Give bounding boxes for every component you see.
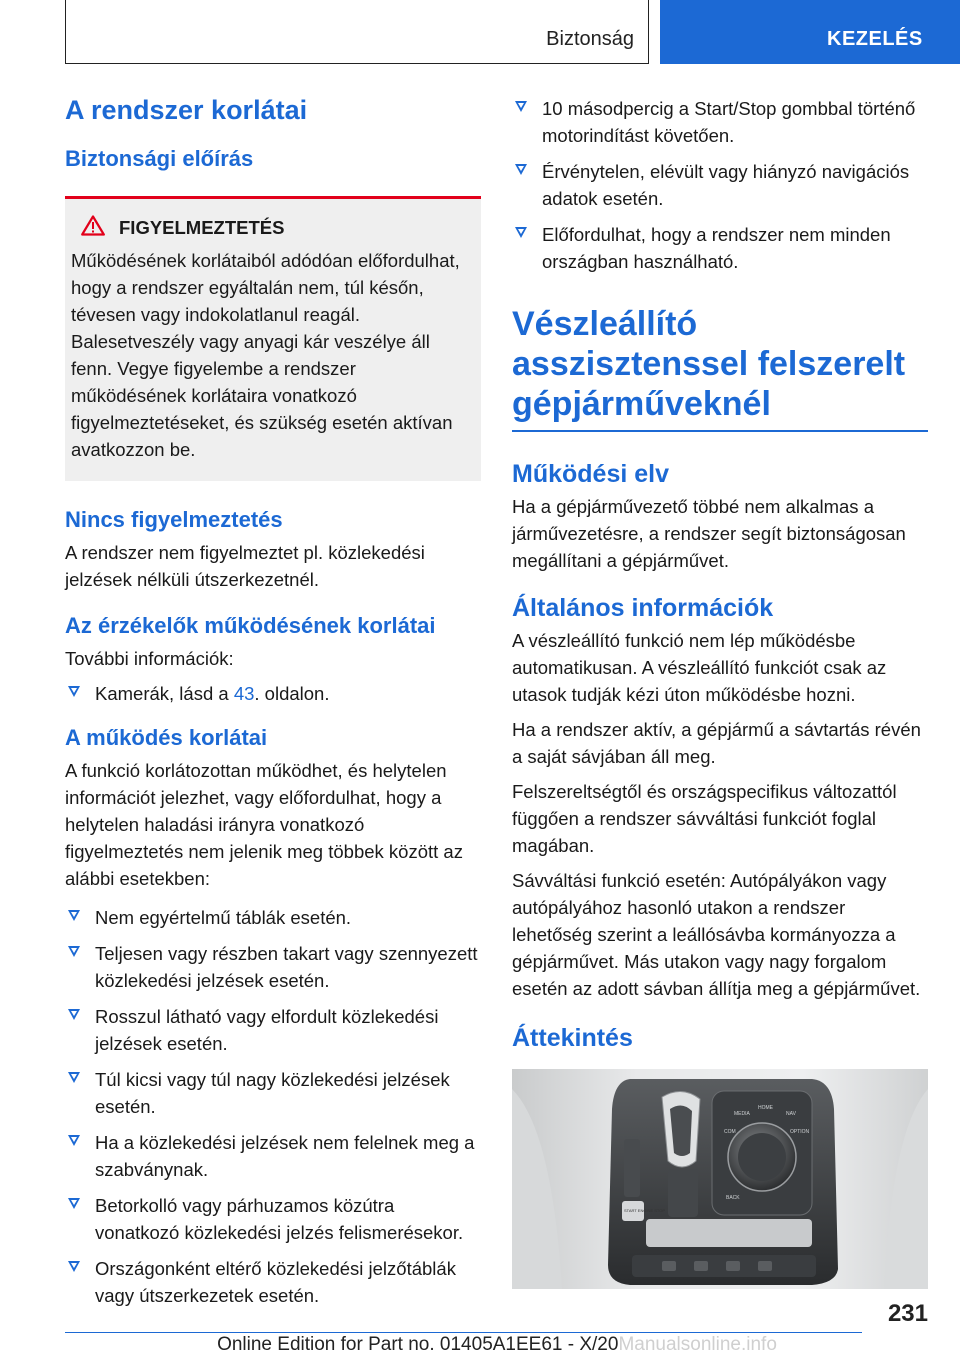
- sensors-intro: További információk:: [65, 648, 234, 669]
- list-item: Nem egyértelmű táblák esetén.: [65, 904, 481, 931]
- footer-divider: [65, 1332, 862, 1333]
- left-column: [65, 95, 481, 1318]
- section-title: A rendszer korlátai: [65, 95, 308, 125]
- footer-edition: Online Edition for Part no. 01405A1EE61 - X/20: [217, 1334, 619, 1355]
- principle-text: Ha a gépjárművezető többé nem alkalmas a járművezetésre, a rendszer segít biztonságosan megállítani a gépjárművet.: [512, 496, 906, 572]
- photo-label: COM: [724, 1129, 736, 1136]
- list-item: 10 másodpercig a Start/Stop gombbal történő motorindítást követően.: [512, 95, 928, 149]
- triangle-bullet-icon: [68, 686, 80, 697]
- triangle-bullet-icon: [515, 227, 527, 238]
- triangle-bullet-icon: [68, 946, 80, 957]
- list-item: Ha a közlekedési jelzések nem felelnek meg a szabványnak.: [65, 1129, 481, 1183]
- photo-label: BACK: [726, 1195, 740, 1202]
- photo-label: HOME: [758, 1105, 773, 1112]
- center-console-photo: [512, 1069, 928, 1289]
- footer-watermark: Manualsonline.info: [618, 1334, 777, 1355]
- list-item: Teljesen vagy részben takart vagy szennyezett közlekedési jelzések esetén.: [65, 940, 481, 994]
- triangle-bullet-icon: [68, 1072, 80, 1083]
- triangle-bullet-icon: [515, 164, 527, 175]
- no-warning-heading: Nincs figyelmeztetés: [65, 507, 283, 532]
- function-limits-intro: A funkció korlátozottan működhet, és helytelen információt jelezhet, vagy előfordulhat, hogy a helytelen haladási irányra vonatkozó figyelmeztetés nem jelenik meg többek között az alábbi esetekben:: [65, 760, 463, 889]
- warning-label: FIGYELMEZTETÉS: [119, 217, 285, 238]
- sensors-heading: Az érzékelők működésének korlátai: [65, 613, 436, 638]
- triangle-bullet-icon: [68, 1261, 80, 1272]
- right-column: [512, 95, 928, 1289]
- general-paragraph: Ha a rendszer aktív, a gépjármű a sávtartás révén a saját sávjában áll meg.: [512, 719, 921, 768]
- warning-text: Működésének korlátaiból adódóan előfordulhat, hogy a rendszer egyáltalán nem, túl későn, tévesen vagy indokolatlanul reagál. Balesetveszély vagy anyagi kár veszélye áll fenn. Vegye figyelembe a rendszer működésének korlátaira vonatkozó figyelmeztetéseket, és szükség esetén aktívan avatkozzon be.: [71, 250, 460, 460]
- page-number: 231: [887, 1300, 928, 1327]
- chapter-title: Vészleállító asszisztenssel felszerelt gépjárműveknél: [512, 305, 928, 432]
- page-link[interactable]: 43: [233, 683, 255, 704]
- photo-label: MEDIA: [734, 1111, 750, 1118]
- general-paragraph: A vészleállító funkció nem lép működésbe automatikusan. A vészleállító funkciót csak az utasok tudják kézi úton működésbe hozni.: [512, 630, 887, 706]
- no-warning-text: A rendszer nem figyelmeztet pl. közlekedési jelzések nélküli útszerkezetnél.: [65, 542, 425, 590]
- general-info-heading: Általános információk: [512, 594, 774, 623]
- list-item: Rosszul látható vagy elfordult közlekedési jelzések esetén.: [65, 1003, 481, 1057]
- sensors-list: [65, 680, 481, 707]
- function-limits-heading: A működés korlátai: [65, 725, 268, 750]
- triangle-bullet-icon: [68, 1009, 80, 1020]
- warning-triangle-icon: [81, 215, 105, 241]
- triangle-bullet-icon: [68, 910, 80, 921]
- principle-heading: Működési elv: [512, 460, 669, 489]
- warning-box: [65, 196, 481, 481]
- overview-heading: Áttekintés: [512, 1024, 633, 1053]
- list-item: Kamerák, lásd a 43. oldalon.: [65, 680, 481, 707]
- list-item: Érvénytelen, elévült vagy hiányzó navigációs adatok esetén.: [512, 158, 928, 212]
- list-item: Túl kicsi vagy túl nagy közlekedési jelzések esetén.: [65, 1066, 481, 1120]
- continued-list: [512, 95, 928, 275]
- general-paragraph: Felszereltségtől és országspecifikus változattól függően a rendszer sávváltási funkciót foglal magában.: [512, 781, 897, 857]
- photo-label: OPTION: [790, 1129, 810, 1136]
- triangle-bullet-icon: [68, 1135, 80, 1146]
- footer: [0, 1334, 960, 1356]
- header-section-title: Biztonság: [546, 28, 634, 50]
- list-item: Előfordulhat, hogy a rendszer nem minden országban használható.: [512, 221, 928, 275]
- warning-header: [71, 215, 473, 241]
- triangle-bullet-icon: [515, 101, 527, 112]
- safety-heading: Biztonsági előírás: [65, 146, 254, 171]
- photo-label: START ENGINE STOP: [624, 1208, 666, 1214]
- photo-label: NAV: [786, 1111, 796, 1118]
- list-item: Betorkolló vagy párhuzamos közútra vonatkozó közlekedési jelzés felismerésekor.: [65, 1192, 481, 1246]
- header-chapter-tab[interactable]: KEZELÉS: [660, 0, 960, 64]
- triangle-bullet-icon: [68, 1198, 80, 1209]
- list-item: Országonként eltérő közlekedési jelzőtáblák vagy útszerkezetek esetén.: [65, 1255, 481, 1309]
- function-limits-list: [65, 904, 481, 1309]
- general-paragraph: Sávváltási funkció esetén: Autópályákon vagy autópályához hasonló utakon a rendszer lehetőség szerint a leállósávba kormányozza a gépjárművet. Más utakon vagy nagy forgalom esetén az adott sávban állítja meg a gépjárművet.: [512, 870, 921, 1000]
